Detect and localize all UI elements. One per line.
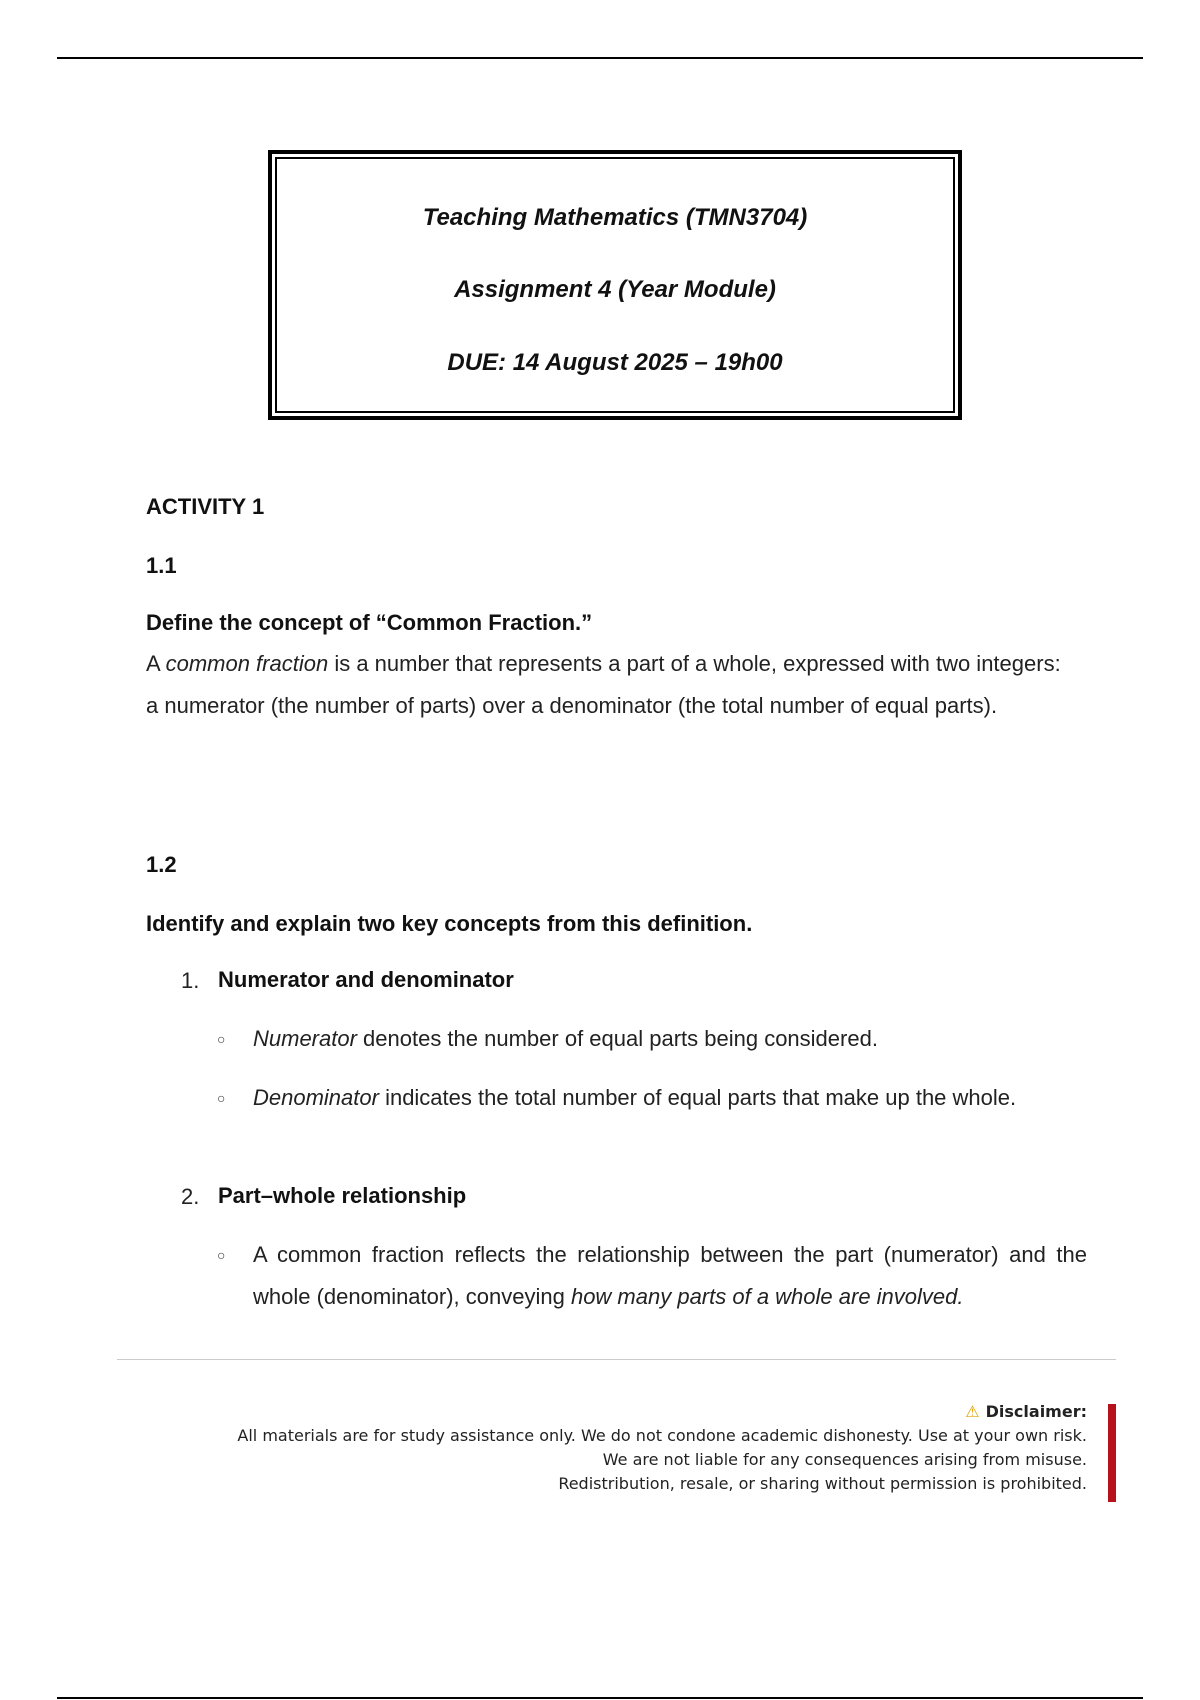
bullet-icon: ○ [217, 1090, 226, 1106]
bullet-text: A common fraction reflects the relationship between the part (numerator) and the whole (denominator), conveying how many parts of a whole are involved. [253, 1242, 1087, 1309]
bottom-rule [57, 1697, 1143, 1699]
top-rule [57, 57, 1143, 59]
question-number-1-2: 1.2 [146, 852, 177, 877]
list-number-2: 2. [181, 1184, 200, 1209]
assignment-title: Assignment 4 (Year Module) [454, 276, 776, 303]
question-1-1: Define the concept of “Common Fraction.” [146, 610, 593, 635]
bullet-icon: ○ [217, 1247, 226, 1263]
course-title: Teaching Mathematics (TMN3704) [422, 204, 808, 231]
separator [117, 1359, 1116, 1360]
warning-icon: ⚠ [965, 1402, 980, 1421]
disclaimer-line: Redistribution, resale, or sharing without permission is prohibited. [558, 1474, 1087, 1493]
answer-1-1: A common fraction is a number that represents a part of a whole, expressed with two integers: a numerator (the number of parts) over a denominator (the total number of equal parts). [146, 651, 1061, 718]
activity-title: ACTIVITY 1 [146, 494, 265, 519]
list-item-title-2: Part–whole relationship [218, 1183, 467, 1208]
disclaimer-line: We are not liable for any consequences arising from misuse. [602, 1450, 1087, 1469]
due-date: DUE: 14 August 2025 – 19h00 [447, 349, 783, 376]
question-1-2: Identify and explain two key concepts from this definition. [146, 911, 753, 936]
bullet-text: Numerator denotes the number of equal parts being considered. [253, 1026, 878, 1051]
disclaimer-line: All materials are for study assistance only. We do not condone academic dishonesty. Use at your own risk. [237, 1426, 1087, 1445]
disclaimer-accent-bar [1108, 1404, 1116, 1502]
bullet-icon: ○ [217, 1031, 226, 1047]
question-number-1-1: 1.1 [146, 553, 177, 578]
list-number-1: 1. [181, 968, 200, 993]
disclaimer [187, 1400, 1087, 1496]
title-box [268, 150, 962, 420]
list-item-title-1: Numerator and denominator [218, 967, 514, 992]
disclaimer-title: Disclaimer: [985, 1402, 1087, 1421]
bullet-text: Denominator indicates the total number of equal parts that make up the whole. [253, 1085, 1017, 1110]
